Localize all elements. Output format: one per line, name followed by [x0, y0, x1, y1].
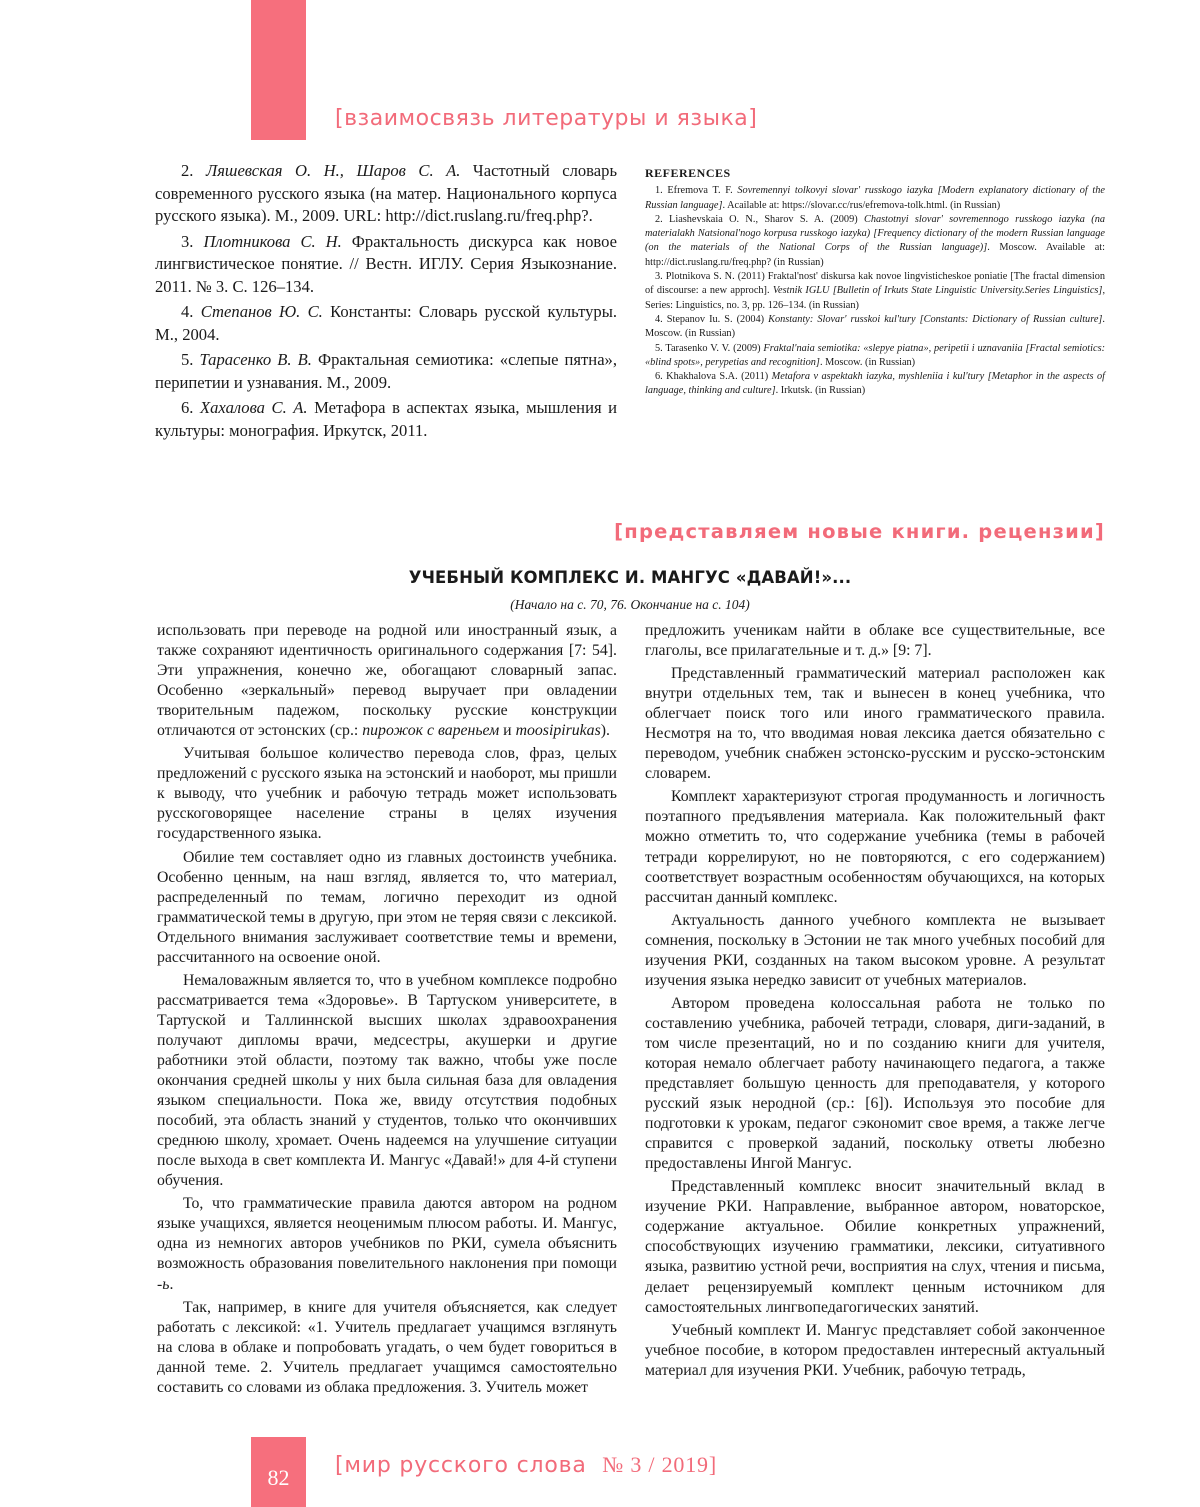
section-header: [взаимосвязь литературы и языка] [335, 106, 758, 131]
ref-item: 5. Тарасенко В. В. Фрактальная семиотика: «слепые пятна», перипетии и узнавания. М., 2009. [155, 350, 618, 392]
article-continuation-note: (Начало на с. 70, 76. Окончание на с. 104) [510, 597, 750, 612]
journal-footer [335, 1452, 717, 1478]
paragraph: Комплект характеризуют строгая продуманность и логичность поэтапного предъявления материала. Как положительный факт можно отметить то, что содержание учебника (темы в рабочей тетради коррелируют, но не повторяются, с его содержанием) соответствует возрастным особенностям обучающихся, на которых рассчитан данный комплекс. [645, 788, 1105, 906]
issue-number: № 3 / 2019] [602, 1452, 717, 1477]
reference-item: 4. Stepanov Iu. S. (2004) Konstanty: Slovar' russkoi kul'tury [Constants: Dictionary of Russian culture]. Moscow. (in Russian) [645, 313, 1105, 340]
paragraph: Учитывая большое количество перевода слов, фраз, целых предложений с русского языка на эстонский и наоборот, мы пришли к выводу, что учебник и рабочую тетрадь может использовать русскоговорящее население страны в целях изучения государственного языка. [157, 745, 617, 843]
ref-item: 6. Хахалова С. А. Метафора в аспектах языка, мышления и культуры: монография. Иркутск, 2011. [155, 398, 617, 440]
references-english [645, 166, 1105, 399]
reference-item: 3. Plotnikova S. N. (2011) Fraktal'nost' diskursa kak novoe lingvisticheskoe poniatie [The fractal dimension of discourse: a new approch]. Vestnik IGLU [Bulletin of Irkuts State Linguistic University.Series Linguistics], Series: Linguistics, no. 3, pp. 126–134. (in Russian) [645, 271, 1106, 311]
paragraph: То, что грамматические правила даются автором на родном языке учащихся, является неоценимым плюсом работы. И. Мангус, одна из немногих авторов учебников по РКИ, сумела объяснить возможность образования повелительного наклонения при помощи -ь. [157, 1195, 617, 1293]
ref-item: 2. Ляшевская О. Н., Шаров С. А. Частотный словарь современного русского языка (на матер. Национального корпуса русского языка). М., 2009. URL: http://dict.ruslang.ru/freq.php?. [155, 161, 618, 225]
paragraph: использовать при переводе на родной или иностранный язык, а также сохраняют идентичность оригинального содержания [7: 54]. Эти упражнения, конечно же, обогащают словарный запас. Особенно «зеркальный» перевод выручает при овладении творительным падежом, поскольку русские конструкции отличаются от эстонских (ср.: пирожок с вареньем и moosipirukas). [157, 622, 617, 740]
page-number: 82 [267, 1465, 290, 1490]
paragraph: Представленный грамматический материал расположен как внутри отдельных тем, так и вынесен в конец учебника, что облегчает поиск того или иного грамматического правила. Несмотря на то, что вводимая новая лексика дается обязательно с переводом, учебник снабжен эстонско-русским и русско-эстонским словарем. [645, 665, 1105, 783]
article-title: УЧЕБНЫЙ КОМПЛЕКС И. МАНГУС «ДАВАЙ!»... [408, 568, 852, 587]
paragraph: Автором проведена колоссальная работа не только по составлению учебника, рабочей тетради, словаря, диги-заданий, в том числе презентаций, но и по созданию книги для учителя, которая немало облегчает работу начинающего педагога, а также представляет большую ценность для преподавателя, у которого русский язык неродной (ср.: [6]). Используя это пособие для подготовки к урокам, педагог сэкономит свое время, а также легче справится с проверкой заданий, поскольку ответы любезно предоставлены Ингой Мангус. [645, 994, 1105, 1173]
article-column-right [645, 621, 1105, 1384]
rubric-header: [представляем новые книги. рецензии] [614, 520, 1105, 543]
paragraph: Учебный комплект И. Мангус представляет собой законченное учебное пособие, в котором предоставлен интересный актуальный материал для изучения РКИ. Учебник, рабочую тетрадь, [645, 1321, 1105, 1379]
paragraph: Обилие тем составляет одно из главных достоинств учебника. Особенно ценным, на наш взгляд, является то, что материал, распределенный по темам, логично переходит из одной грамматической темы в другую, при этом не теряя связи с лексикой. Отдельного внимания заслуживает соответствие темы и времени, рассчитанного на освоение оной. [157, 848, 617, 966]
top-accent-bar [251, 0, 306, 140]
paragraph: Представленный комплекс вносит значительный вклад в изучение РКИ. Направление, выбранное автором, новаторское, содержание актуальное. Обилие конкретных упражнений, способствующих изучению грамматики, лексики, ситуативного языка, развитию устной речи, восприятия на слух, чтения и письма, делает рецензируемый комплект ценным источником для самостоятельных лингвопедагогических занятий. [645, 1178, 1105, 1316]
reference-item: 5. Tarasenko V. V. (2009) Fraktal'naia semiotika: «slepye piatna», peripetii i uznavaniia [Fractal semiotics: «blind spots», perypetias and recognition]. Moscow. (in Russian) [645, 342, 1106, 368]
paragraph: Так, например, в книге для учителя объясняется, как следует работать с лексикой: «1. Учитель предлагает учащимся взглянуть на слова в облаке и попробовать угадать, о чем будет говориться в данной теме. 2. Учитель предлагает учащимся самостоятельно составить со словами из облака предложения. 3. Учитель может [157, 1298, 617, 1396]
reference-item: 1. Efremova T. F. Sovremennyi tolkovyi slovar' russkogo iazyka [Modern explanatory dictionary of the Russian language]. Acailable at: https://slovar.cc/rus/efremova-tolk.html. (in Russian) [645, 185, 1105, 211]
journal-name: [мир русского слова [335, 1453, 587, 1478]
paragraph: Актуальность данного учебного комплекта не вызывает сомнения, поскольку в Эстонии не так много учебных пособий для изучения РКИ, созданных на таком высоком уровне. А результат изучения языка нередко зависит от учебных материалов. [645, 911, 1105, 989]
paragraph: предложить ученикам найти в облаке все существительные, все глаголы, все прилагательные и т. д.» [9: 7]. [645, 622, 1105, 660]
reference-item: 2. Liashevskaia O. N., Sharov S. A. (2009) Chastotnyi slovar' sovremennogo russkogo iazyka (na materialakh Natsional'nogo korpusa russkogo iazyka) [Frequency dictionary of the modern Russian language (on the materials of the National Corps of the Russian language)]. Moscow. Available at: http://dict.ruslang.ru/freq.php? (in Russian) [645, 213, 1106, 268]
article-column-left [157, 621, 617, 1401]
references-russian [155, 160, 617, 445]
reference-item: 6. Khakhalova S.A. (2011) Metafora v aspektakh iazyka, myshleniia i kul'tury [Metaphor in the aspects of language, thinking and culture]. Irkutsk. (in Russian) [645, 371, 1105, 397]
references-title: REFERENCES [645, 166, 731, 180]
paragraph: Немаловажным является то, что в учебном комплексе подробно рассматривается тема «Здоровье». В Тартуском университете, в Тартуской и Таллиннской высших школах здравоохранения получают дипломы врачи, медсестры, акушерки и другие работники этой области, поэтому так важно, чтобы уже после окончания средней школы у них была сильная база для овладения языком специальности. Пока же, ввиду отсутствия подобных пособий, эта область знаний у студентов, только что окончивших среднюю школу, хромает. Очень надеемся на улучшение ситуации после выхода в свет комплекта И. Мангус «Давай!» для 4-й ступени обучения. [157, 971, 617, 1190]
ref-item: 3. Плотникова С. Н. Фрактальность дискурса как новое лингвистическое понятие. // Вестн. ИГЛУ. Серия Языкознание. 2011. № 3. С. 126–134. [155, 231, 618, 296]
ref-item: 4. Степанов Ю. С. Константы: Словарь русской культуры. М., 2004. [155, 302, 617, 344]
